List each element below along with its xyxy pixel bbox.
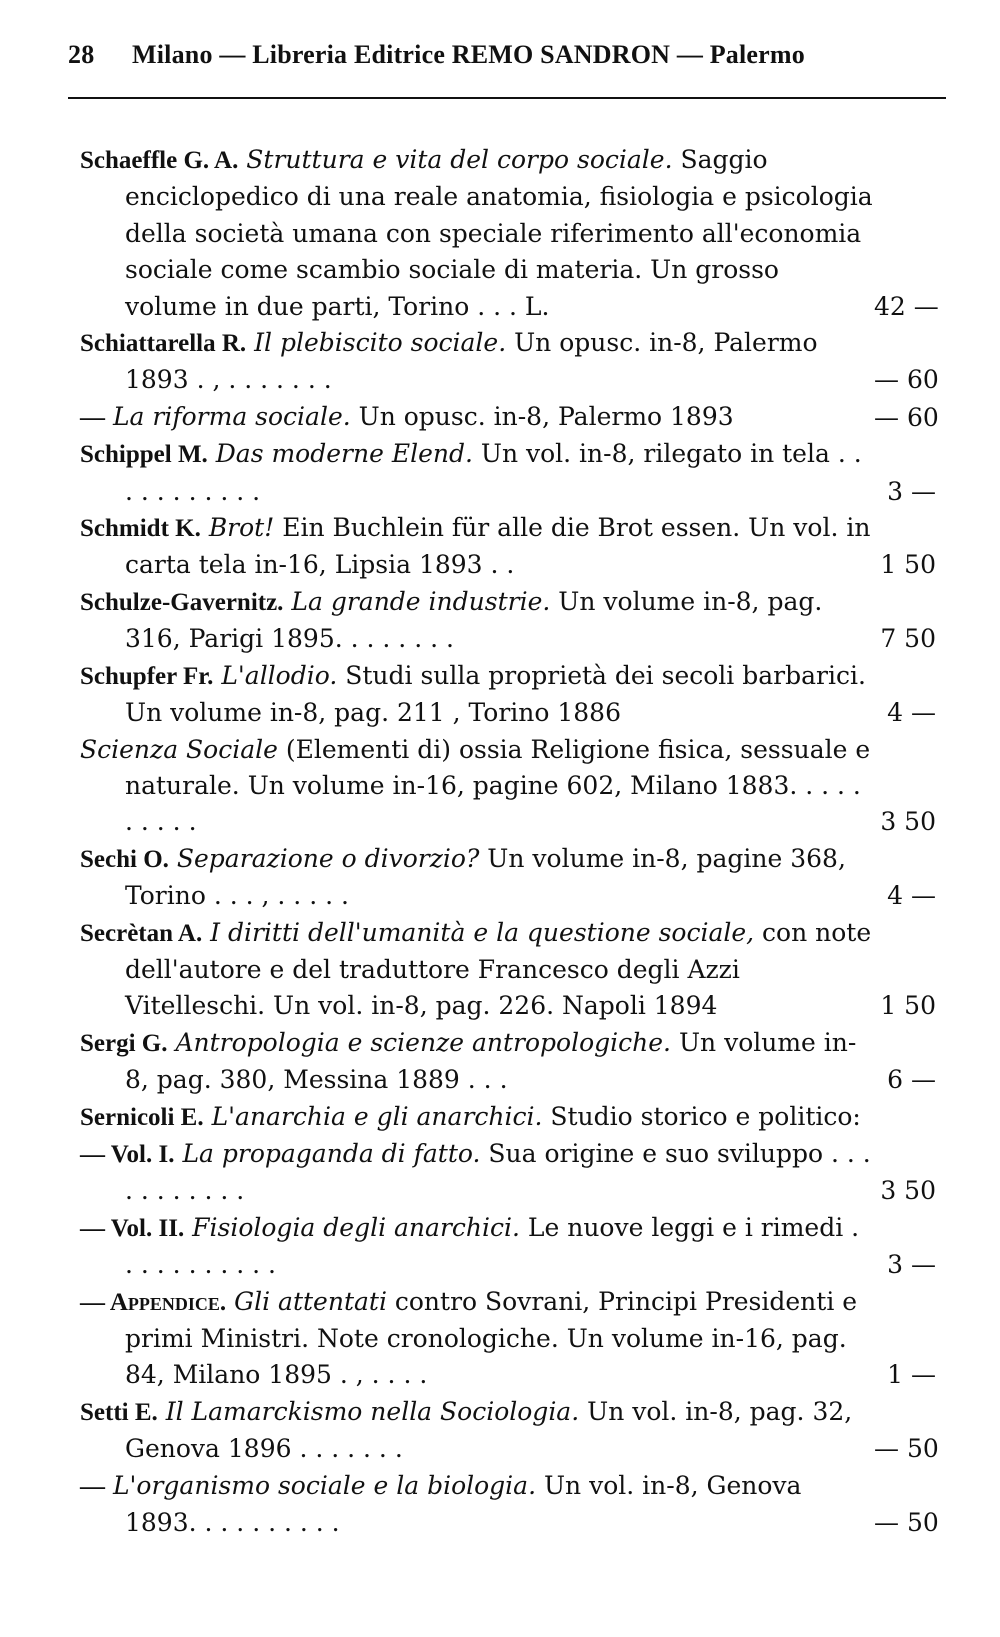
entry-title: Das moderne Elend.	[215, 439, 473, 469]
entry-title: Fisiologia degli anarchici.	[192, 1212, 520, 1242]
entry-details: Ein Buchlein für alle die Brot essen. Un vol. in carta tela in-16, Lipsia 1893 . .	[125, 513, 871, 580]
entry-title: Struttura e vita del corpo sociale.	[246, 145, 673, 174]
entry-text	[80, 1284, 874, 1394]
catalog-list	[80, 142, 939, 1541]
entry-details: Un volume in-8, pag. 380, Messina 1889 . . .	[125, 1027, 857, 1095]
catalog-entry	[80, 1468, 939, 1542]
entry-price: 7 50	[880, 624, 936, 654]
entry-text	[80, 1136, 874, 1210]
entry-details: contro Sovrani, Principi Presidenti e primi Ministri. Note cronologiche. Un volume in-16, pag. 84, Milano 1895 . , . . . .	[125, 1286, 858, 1390]
catalog-entry	[80, 1099, 936, 1136]
entry-title: La riforma sociale.	[112, 401, 351, 431]
catalog-entry	[80, 325, 939, 399]
entry-author: Schmidt K.	[80, 515, 201, 543]
catalog-entry	[80, 1210, 936, 1284]
entry-details: con note dell'autore e del traduttore Francesco degli Azzi Vitelleschi. Un vol. in-8, pag. 226. Napoli 1894	[125, 917, 872, 1021]
entry-price: — 50	[874, 1434, 939, 1464]
entry-author: — Appendice.	[80, 1288, 227, 1316]
catalog-entry	[80, 732, 936, 841]
entry-text	[80, 399, 874, 436]
entry-author: — Vol. II.	[80, 1214, 185, 1242]
entry-details: Studio storico e politico:	[542, 1101, 861, 1131]
entry-price: 1 —	[887, 1360, 936, 1390]
entry-title: L'anarchia e gli anarchici.	[211, 1101, 543, 1131]
entry-title: La propaganda di fatto.	[182, 1138, 481, 1168]
entry-price: 3 50	[880, 807, 936, 837]
entry-title: Separazione o divorzio?	[176, 843, 480, 873]
entry-author: Schippel M.	[80, 441, 208, 469]
entry-text	[80, 1099, 874, 1136]
entry-title: I diritti dell'umanità e la questione sociale,	[210, 917, 755, 947]
catalog-entry	[80, 142, 939, 325]
entry-title: L'allodio.	[221, 660, 338, 690]
catalog-entry	[80, 584, 936, 658]
catalog-entry	[80, 1284, 936, 1394]
entry-price: 1 50	[880, 991, 936, 1021]
catalog-entry	[80, 510, 936, 584]
entry-author: — Vol. I.	[80, 1140, 175, 1168]
entry-title: La grande industrie.	[291, 586, 551, 616]
entry-text	[80, 841, 874, 915]
entry-title: Il plebiscito sociale.	[254, 328, 507, 358]
entry-author: —	[80, 1472, 105, 1500]
entry-title: Scienza Sociale	[80, 734, 278, 764]
entry-text	[80, 142, 874, 325]
entry-author: Schupfer Fr.	[80, 662, 214, 690]
entry-author: —	[80, 403, 105, 431]
entry-price: — 60	[874, 365, 939, 395]
entry-author: Secrètan A.	[80, 919, 203, 947]
entry-details: Un volume in-8, pagine 368, Torino . . . , . . . . .	[125, 843, 846, 911]
entry-author: Schiattarella R.	[80, 330, 247, 358]
entry-text	[80, 1394, 874, 1468]
entry-author: Sechi O.	[80, 845, 169, 873]
running-header	[68, 40, 884, 70]
entry-price: — 60	[874, 402, 939, 432]
entry-text	[80, 1210, 874, 1284]
entry-details: Studi sulla proprietà dei secoli barbarici. Un volume in-8, pag. 211 , Torino 1886	[125, 660, 866, 728]
entry-text	[80, 584, 874, 658]
catalog-entry	[80, 436, 936, 510]
entry-text	[80, 325, 874, 399]
entry-text	[80, 510, 874, 584]
entry-author: Schulze-Gavernitz.	[80, 588, 284, 616]
entry-price: 4 —	[887, 881, 936, 911]
entry-details: Un vol. in-8, pag. 32, Genova 1896 . . . . . . .	[125, 1396, 853, 1464]
page-number: 28	[68, 40, 95, 69]
entry-author: Setti E.	[80, 1398, 158, 1426]
entry-details: (Elementi di) ossia Religione fisica, sessuale e naturale. Un volume in-16, pagine 602, Milano 1883. . . . . . . . . .	[125, 734, 871, 837]
entry-author: Sergi G.	[80, 1029, 168, 1057]
entry-title: Il Lamarckismo nella Sociologia.	[165, 1396, 580, 1426]
entry-details: Un vol. in-8, rilegato in tela . . . . . . . . . . .	[125, 439, 862, 506]
entry-details: Un opusc. in-8, Palermo 1893 . , . . . . . . .	[125, 328, 818, 395]
entry-details: Un vol. in-8, Genova 1893. . . . . . . . . .	[125, 1470, 802, 1538]
entry-text	[80, 436, 874, 510]
catalog-entry	[80, 915, 936, 1025]
entry-title: L'organismo sociale e la biologia.	[112, 1470, 537, 1500]
entry-text	[80, 915, 874, 1025]
entry-author: Sernicoli E.	[80, 1103, 204, 1131]
catalog-entry	[80, 399, 939, 436]
catalog-entry	[80, 658, 936, 732]
entry-author: Schaeffle G. A.	[80, 147, 239, 174]
entry-details: Un opusc. in-8, Palermo 1893	[350, 401, 734, 431]
entry-price: 42 —	[874, 291, 939, 321]
entry-details: Sua origine e suo sviluppo . . . . . . . . . . .	[125, 1138, 871, 1206]
entry-details: Un volume in-8, pag. 316, Parigi 1895. . . . . . . .	[125, 586, 823, 654]
entry-price: — 50	[874, 1508, 939, 1538]
entry-text	[80, 732, 874, 841]
catalog-entry	[80, 1136, 936, 1210]
entry-text	[80, 1468, 874, 1542]
entry-price: 3 —	[887, 476, 936, 506]
entry-text	[80, 1025, 874, 1099]
entry-text	[80, 658, 874, 732]
entry-details: Le nuove leggi e i rimedi . . . . . . . . . . .	[125, 1212, 860, 1280]
catalog-entry	[80, 1394, 939, 1468]
entry-price: 4 —	[887, 698, 936, 728]
entry-details: Saggio enciclopedico di una reale anatomia, fisiologia e psicologia della società umana con speciale riferimento all'economia sociale come scambio sociale di materia. Un grosso volume in due parti, Torino . . . L.	[125, 145, 873, 321]
entry-title: Antropologia e scienze antropologiche.	[175, 1027, 671, 1057]
entry-title: Brot!	[208, 513, 275, 543]
entry-price: 6 —	[887, 1065, 936, 1095]
entry-price: 3 50	[880, 1176, 936, 1206]
catalog-entry	[80, 841, 936, 915]
catalog-entry	[80, 1025, 936, 1099]
entry-price: 1 50	[880, 550, 936, 580]
header-rule	[68, 97, 946, 99]
publisher-line: Milano — Libreria Editrice REMO SANDRON — Palermo	[132, 40, 805, 69]
entry-title: Gli attentati	[234, 1286, 387, 1316]
entry-price: 3 —	[887, 1250, 936, 1280]
